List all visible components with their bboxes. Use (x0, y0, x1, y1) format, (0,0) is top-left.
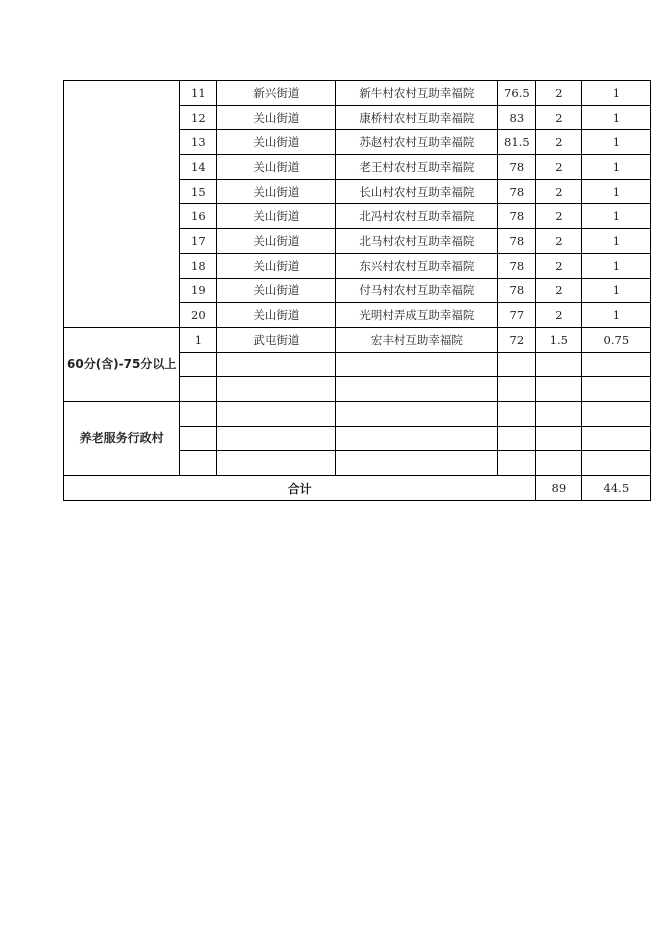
empty-cell (180, 426, 217, 451)
score-cell: 78 (498, 155, 536, 180)
table-row (64, 81, 651, 106)
group-label-60-75: 60分(含)-75分以上 (64, 327, 180, 401)
empty-cell (336, 401, 498, 426)
subsidy-cell: 2 (536, 81, 582, 106)
facility-name-cell: 康桥村农村互助幸福院 (336, 105, 498, 130)
subsidy-cell: 2 (536, 278, 582, 303)
street-cell: 关山街道 (217, 130, 336, 155)
total-subsidy: 89 (536, 476, 582, 501)
street-cell: 关山街道 (217, 253, 336, 278)
subsidy-cell: 2 (536, 229, 582, 254)
empty-cell (336, 352, 498, 377)
table-row (64, 327, 651, 352)
score-cell: 78 (498, 204, 536, 229)
subsidy-cell: 2 (536, 179, 582, 204)
empty-cell (180, 352, 217, 377)
facility-name-cell: 东兴村农村互助幸福院 (336, 253, 498, 278)
row-number: 19 (180, 278, 217, 303)
row-number: 1 (180, 327, 217, 352)
score-cell: 78 (498, 229, 536, 254)
row-number: 17 (180, 229, 217, 254)
street-cell: 关山街道 (217, 179, 336, 204)
empty-cell (498, 401, 536, 426)
amount-cell: 1 (582, 105, 651, 130)
street-cell: 关山街道 (217, 204, 336, 229)
row-number: 15 (180, 179, 217, 204)
score-cell: 81.5 (498, 130, 536, 155)
street-cell: 关山街道 (217, 105, 336, 130)
subsidy-cell: 1.5 (536, 327, 582, 352)
facility-name-cell: 新牛村农村互助幸福院 (336, 81, 498, 106)
empty-cell (336, 451, 498, 476)
amount-cell: 1 (582, 81, 651, 106)
empty-cell (536, 451, 582, 476)
empty-cell (536, 426, 582, 451)
total-row (64, 476, 651, 501)
subsidy-cell: 2 (536, 130, 582, 155)
score-cell: 76.5 (498, 81, 536, 106)
empty-cell (536, 352, 582, 377)
empty-cell (180, 451, 217, 476)
subsidy-table (63, 80, 651, 501)
score-cell: 78 (498, 278, 536, 303)
empty-cell (582, 426, 651, 451)
amount-cell: 1 (582, 278, 651, 303)
empty-cell (498, 451, 536, 476)
empty-cell (498, 426, 536, 451)
amount-cell: 1 (582, 229, 651, 254)
score-cell: 78 (498, 253, 536, 278)
row-number: 18 (180, 253, 217, 278)
amount-cell: 0.75 (582, 327, 651, 352)
street-cell: 关山街道 (217, 278, 336, 303)
row-number: 13 (180, 130, 217, 155)
group-label-elderly-service: 养老服务行政村 (64, 401, 180, 475)
empty-cell (498, 377, 536, 402)
total-amount: 44.5 (582, 476, 651, 501)
facility-name-cell: 北冯村农村互助幸福院 (336, 204, 498, 229)
subsidy-cell: 2 (536, 155, 582, 180)
empty-cell (582, 352, 651, 377)
amount-cell: 1 (582, 130, 651, 155)
subsidy-cell: 2 (536, 303, 582, 328)
amount-cell: 1 (582, 179, 651, 204)
street-cell: 新兴街道 (217, 81, 336, 106)
table-row-empty (64, 401, 651, 426)
empty-cell (217, 426, 336, 451)
facility-name-cell: 光明村弄成互助幸福院 (336, 303, 498, 328)
row-number: 14 (180, 155, 217, 180)
empty-cell (582, 377, 651, 402)
row-number: 16 (180, 204, 217, 229)
score-cell: 72 (498, 327, 536, 352)
street-cell: 关山街道 (217, 303, 336, 328)
empty-cell (180, 377, 217, 402)
score-cell: 78 (498, 179, 536, 204)
empty-cell (217, 377, 336, 402)
score-cell: 77 (498, 303, 536, 328)
amount-cell: 1 (582, 303, 651, 328)
empty-cell (582, 401, 651, 426)
subsidy-cell: 2 (536, 105, 582, 130)
facility-name-cell: 北马村农村互助幸福院 (336, 229, 498, 254)
amount-cell: 1 (582, 204, 651, 229)
facility-name-cell: 苏赵村农村互助幸福院 (336, 130, 498, 155)
empty-cell (336, 426, 498, 451)
empty-cell (217, 451, 336, 476)
empty-cell (180, 401, 217, 426)
facility-name-cell: 长山村农村互助幸福院 (336, 179, 498, 204)
amount-cell: 1 (582, 155, 651, 180)
empty-cell (217, 352, 336, 377)
empty-cell (498, 352, 536, 377)
empty-cell (536, 401, 582, 426)
street-cell: 关山街道 (217, 155, 336, 180)
subsidy-cell: 2 (536, 204, 582, 229)
empty-cell (217, 401, 336, 426)
facility-name-cell: 老王村农村互助幸福院 (336, 155, 498, 180)
empty-cell (336, 377, 498, 402)
empty-cell (582, 451, 651, 476)
group-cell-continued (64, 81, 180, 328)
row-number: 11 (180, 81, 217, 106)
amount-cell: 1 (582, 253, 651, 278)
total-label: 合计 (64, 476, 536, 501)
score-cell: 83 (498, 105, 536, 130)
facility-name-cell: 付马村农村互助幸福院 (336, 278, 498, 303)
row-number: 12 (180, 105, 217, 130)
subsidy-cell: 2 (536, 253, 582, 278)
street-cell: 关山街道 (217, 229, 336, 254)
facility-name-cell: 宏丰村互助幸福院 (336, 327, 498, 352)
street-cell: 武屯街道 (217, 327, 336, 352)
row-number: 20 (180, 303, 217, 328)
empty-cell (536, 377, 582, 402)
